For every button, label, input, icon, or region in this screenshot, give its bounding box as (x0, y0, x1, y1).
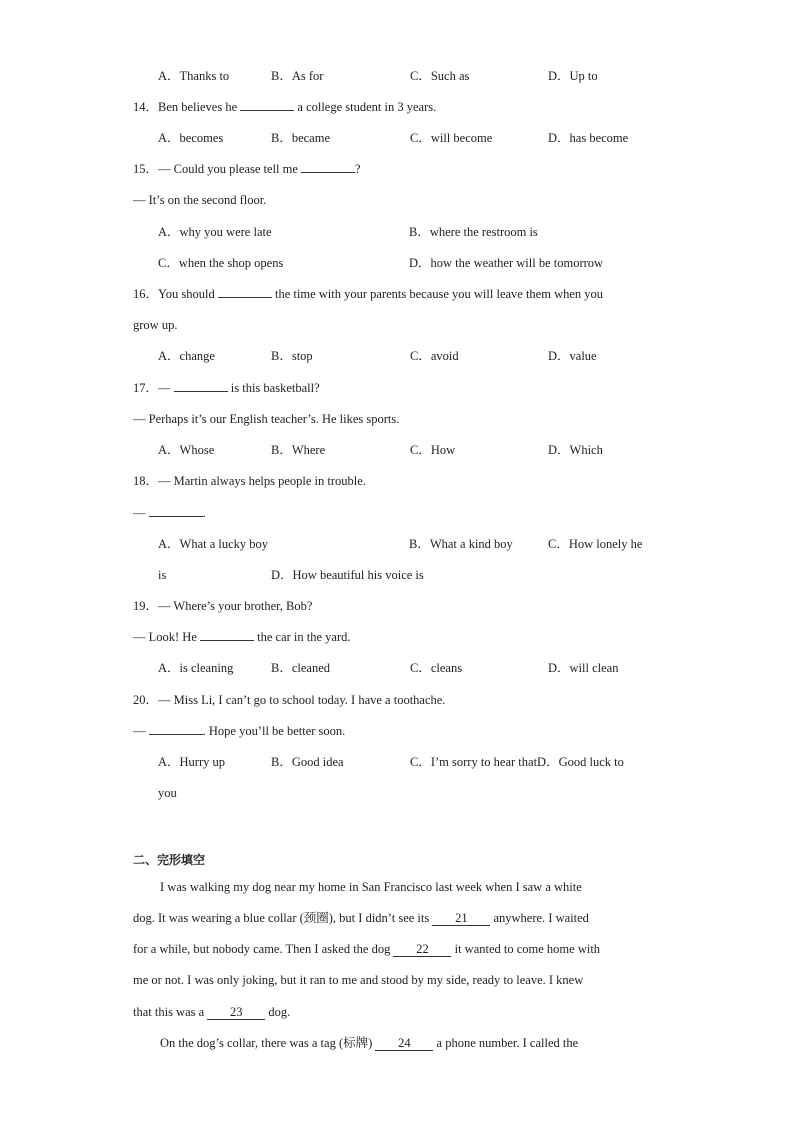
passage-text: that this was a (133, 1005, 205, 1019)
q18-option-c-cont: is (158, 568, 167, 582)
q20-reply (133, 723, 345, 739)
answer-blank[interactable] (301, 172, 355, 173)
q16-option-b: B．stop (271, 349, 313, 363)
q16-option-a: A．change (158, 349, 215, 363)
q17-option-d: D．Which (548, 443, 603, 457)
q18-reply-post: . (202, 506, 206, 520)
answer-blank[interactable] (240, 110, 294, 111)
answer-blank[interactable] (218, 297, 272, 298)
q14-option-c: C．will become (410, 131, 493, 145)
q19-reply-post: the car in the yard. (257, 630, 351, 644)
cloze-blank-22[interactable]: 22 (393, 943, 451, 957)
q17-option-c: C．How (410, 443, 456, 457)
q18-reply-pre: — (133, 506, 146, 520)
q15-stem-post: ? (355, 162, 361, 176)
q14-option-a: A．becomes (158, 131, 224, 145)
cloze-blank-21[interactable]: 21 (432, 912, 490, 926)
passage-line-6 (160, 1035, 578, 1051)
q16-stem (133, 286, 603, 302)
section-title: 二、完形填空 (133, 853, 206, 867)
q15-stem-pre: 15．— Could you please tell me (133, 162, 298, 176)
answer-blank[interactable] (200, 640, 254, 641)
cloze-blank-23[interactable]: 23 (207, 1006, 265, 1020)
q17-option-b: B．Where (271, 443, 326, 457)
q17-stem (133, 380, 320, 396)
passage-text: it wanted to come home with (454, 942, 601, 956)
q14-stem (133, 99, 436, 115)
passage-text: dog. It was wearing a blue collar (颈圈), but I didn’t see its (133, 911, 430, 925)
q20-option-a: A．Hurry up (158, 755, 226, 769)
q18-option-c: C．How lonely he (548, 537, 643, 551)
answer-blank[interactable] (174, 391, 228, 392)
q16-stem-pre: 16．You should (133, 287, 215, 301)
q13-option-b: B．As for (271, 69, 324, 83)
q19-reply-pre: — Look! He (133, 630, 197, 644)
q19-reply (133, 629, 350, 645)
q13-option-d: D．Up to (548, 69, 598, 83)
q18-option-a: A．What a lucky boy (158, 537, 269, 551)
passage-text: for a while, but nobody came. Then I asked the dog (133, 942, 391, 956)
q20-reply-pre: — (133, 724, 146, 738)
q16-stem-cont: grow up. (133, 318, 178, 332)
q19-option-c: C．cleans (410, 661, 463, 675)
q18-option-b: B．What a kind boy (409, 537, 513, 551)
q16-option-c: C．avoid (410, 349, 459, 363)
q17-stem-pre: 17．— (133, 381, 171, 395)
q15-option-b: B．where the restroom is (409, 225, 538, 239)
passage-text: dog. (268, 1005, 291, 1019)
q20-option-d-cont: you (158, 786, 177, 800)
q18-option-d: D．How beautiful his voice is (271, 568, 424, 582)
cloze-blank-24[interactable]: 24 (375, 1037, 433, 1051)
q13-option-c: C．Such as (410, 69, 470, 83)
q13-option-a: A．Thanks to (158, 69, 230, 83)
answer-blank[interactable] (149, 516, 203, 517)
passage-text: On the dog’s collar, there was a tag (标牌) (160, 1036, 373, 1050)
q15-option-c: C．when the shop opens (158, 256, 284, 270)
q15-stem (133, 161, 361, 177)
q18-reply (133, 505, 206, 521)
q15-option-a: A．why you were late (158, 225, 272, 239)
q14-stem-post: a college student in 3 years. (297, 100, 437, 114)
q20-option-c: C．I’m sorry to hear thatD．Good luck to (410, 755, 624, 769)
answer-blank[interactable] (149, 734, 203, 735)
passage-text: anywhere. I waited (493, 911, 589, 925)
q18-stem: 18．— Martin always helps people in trouble. (133, 474, 366, 488)
q19-option-d: D．will clean (548, 661, 619, 675)
q19-option-a: A．is cleaning (158, 661, 234, 675)
q16-stem-post: the time with your parents because you will leave them when you (275, 287, 604, 301)
q17-stem-post: is this basketball? (230, 381, 320, 395)
q20-reply-post: . Hope you’ll be better soon. (202, 724, 346, 738)
passage-line-3 (133, 941, 600, 957)
passage-line-4: me or not. I was only joking, but it ran to me and stood by my side, ready to leave. I knew (133, 973, 584, 987)
q15-reply: — It’s on the second floor. (133, 193, 267, 207)
passage-text: a phone number. I called the (436, 1036, 579, 1050)
q19-stem: 19．— Where’s your brother, Bob? (133, 599, 313, 613)
passage-line-5 (133, 1004, 290, 1020)
q17-reply: — Perhaps it’s our English teacher’s. He likes sports. (133, 412, 400, 426)
q14-stem-pre: 14．Ben believes he (133, 100, 238, 114)
q15-option-d: D．how the weather will be tomorrow (409, 256, 604, 270)
q20-option-b: B．Good idea (271, 755, 344, 769)
q17-option-a: A．Whose (158, 443, 215, 457)
passage-line-1: I was walking my dog near my home in San Francisco last week when I saw a white (160, 880, 582, 894)
passage-line-2 (133, 910, 589, 926)
q20-stem: 20．— Miss Li, I can’t go to school today. I have a toothache. (133, 693, 446, 707)
q19-option-b: B．cleaned (271, 661, 331, 675)
q14-option-b: B．became (271, 131, 331, 145)
q16-option-d: D．value (548, 349, 597, 363)
q14-option-d: D．has become (548, 131, 629, 145)
